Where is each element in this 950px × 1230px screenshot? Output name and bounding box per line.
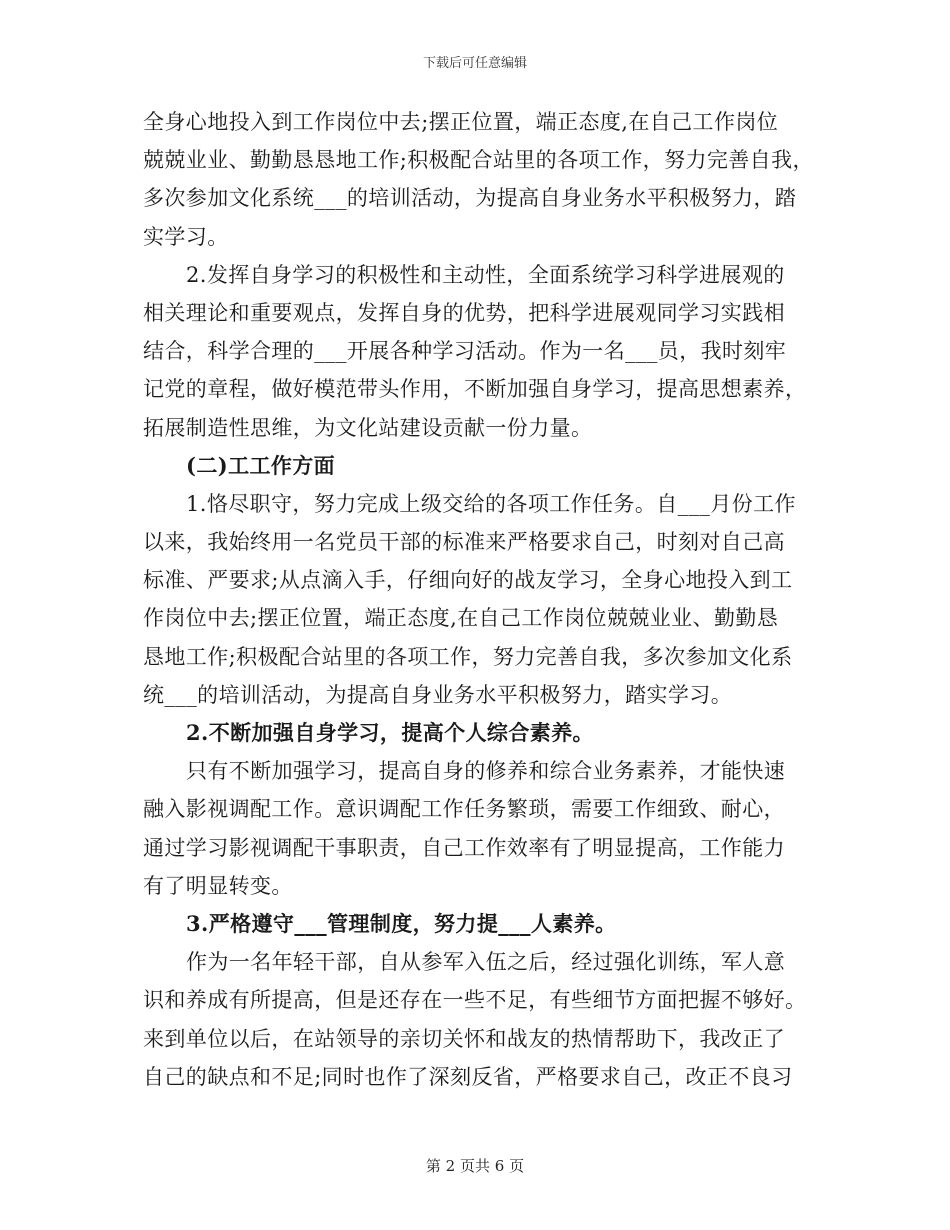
paragraph-line: 自己的缺点和不足;同时也作了深刻反省，严格要求自己，改正不良习: [143, 1064, 793, 1089]
paragraph-line: 记党的章程，做好模范带头作用，不断加强自身学习，提高思想素养，: [143, 377, 807, 402]
paragraph-line: 实学习。: [143, 224, 229, 249]
paragraph-line: 有了明显转变。: [143, 873, 293, 898]
paragraph-line: 多次参加文化系统___的培训活动，为提高自身业务水平积极努力，踏: [143, 186, 797, 211]
paragraph-line: 来到单位以后，在站领导的亲切关怀和战友的热情帮助下，我改正了: [143, 1026, 785, 1051]
paragraph-line: 融入影视调配工作。意识调配工作任务繁琐，需要工作细致、耐心，: [143, 797, 785, 822]
paragraph-line: 拓展制造性思维，为文化站建设贡献一份力量。: [143, 415, 593, 440]
section-heading-line: 3.严格遵守___管理制度，努力提___人素养。: [186, 910, 617, 936]
paragraph-line: 2.发挥自身学习的积极性和主动性，全面系统学习科学进展观的: [186, 262, 785, 287]
paragraph-line: 全身心地投入到工作岗位中去;摆正位置，端正态度,在自己工作岗位: [143, 110, 779, 134]
paragraph-line: 1.恪尽职守，努力完成上级交给的各项工作任务。自___月份工作: [186, 491, 796, 516]
paragraph-line: 只有不断加强学习，提高自身的修养和综合业务素养，才能快速: [186, 759, 786, 784]
document-body: [143, 103, 813, 1096]
paragraph-line: 以来，我始终用一名党员干部的标准来严格要求自己，时刻对自己高: [143, 530, 785, 555]
page-footer: 第 2 页共 6 页: [425, 1157, 525, 1175]
section-heading-line: 2.不断加强自身学习，提高个人综合素养。: [186, 720, 594, 745]
paragraph-line: 作为一名年轻干部，自从参军入伍之后，经过强化训练，军人意: [186, 950, 786, 975]
paragraph-line: 相关理论和重要观点，发挥自身的优势，把科学进展观同学习实践相: [143, 300, 785, 325]
paragraph-line: 结合，科学合理的___开展各种学习活动。作为一名___员，我时刻牢: [143, 339, 787, 364]
paragraph-line: 统___的培训活动，为提高自身业务水平积极努力，踏实学习。: [143, 682, 733, 707]
paragraph-line: 作岗位中去;摆正位置，端正态度,在自己工作岗位兢兢业业、勤勤恳: [143, 606, 779, 631]
paragraph-line: 标准、严要求;从点滴入手，仔细向好的战友学习，全身心地投入到工: [143, 568, 793, 593]
page-header: 下载后可任意编辑: [422, 56, 527, 71]
paragraph-line: 恳地工作;积极配合站里的各项工作，努力完善自我，多次参加文化系: [143, 644, 793, 669]
paragraph-line: 通过学习影视调配干事职责，自己工作效率有了明显提高，工作能力: [143, 835, 785, 860]
section-heading-line: (二)工工作方面: [186, 452, 336, 478]
paragraph-line: 识和养成有所提高，但是还存在一些不足，有些细节方面把握不够好。: [143, 988, 807, 1013]
paragraph-line: 兢兢业业、勤勤恳恳地工作;积极配合站里的各项工作，努力完善自我，: [143, 148, 814, 173]
